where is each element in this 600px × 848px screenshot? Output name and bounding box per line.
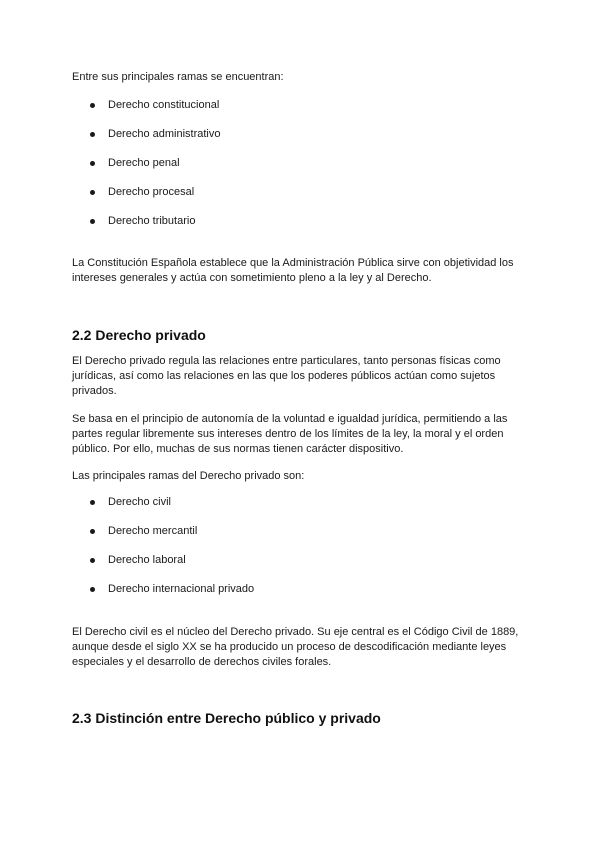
list-item bbox=[72, 98, 532, 113]
public-branches-list bbox=[72, 98, 532, 229]
list-item-label: Derecho penal bbox=[108, 157, 180, 169]
list-item bbox=[72, 156, 532, 171]
bullet-icon bbox=[90, 161, 95, 166]
private-law-paragraph-2: Se basa en el principio de autonomía de la voluntad e igualdad jurídica, permitiendo a las partes regular libremente sus intereses dentro de los límites de la ley, la moral y el orden público. Por ello, muchas de sus normas tienen carácter dispositivo. bbox=[72, 413, 508, 455]
intro-paragraph: Entre sus principales ramas se encuentran: bbox=[72, 71, 284, 83]
list-item-label: Derecho constitucional bbox=[108, 99, 220, 111]
section-2-2-heading: 2.2 Derecho privado bbox=[72, 327, 206, 343]
private-branches-list bbox=[72, 495, 532, 597]
bullet-icon bbox=[90, 500, 95, 505]
list-item-label: Derecho procesal bbox=[108, 186, 195, 198]
bullet-icon bbox=[90, 219, 95, 224]
bullet-icon bbox=[90, 558, 95, 563]
list-item bbox=[72, 524, 532, 539]
list-item bbox=[72, 214, 532, 229]
list-item-label: Derecho mercantil bbox=[108, 525, 198, 537]
list-item-label: Derecho laboral bbox=[108, 554, 186, 566]
private-branches-intro: Las principales ramas del Derecho privado son: bbox=[72, 470, 305, 482]
bullet-icon bbox=[90, 103, 95, 108]
list-item bbox=[72, 553, 532, 568]
list-item bbox=[72, 495, 532, 510]
list-item-label: Derecho internacional privado bbox=[108, 583, 255, 595]
bullet-icon bbox=[90, 587, 95, 592]
section-2-3-heading: 2.3 Distinción entre Derecho público y privado bbox=[72, 710, 381, 726]
list-item-label: Derecho tributario bbox=[108, 215, 196, 227]
civil-law-paragraph: El Derecho civil es el núcleo del Derecho privado. Su eje central es el Código Civil de 1889, aunque desde el siglo XX se ha producido un proceso de descodificación mediante leyes especiales y el desarrollo de derechos civiles forales. bbox=[72, 626, 519, 668]
list-item-label: Derecho civil bbox=[108, 496, 171, 508]
bullet-icon bbox=[90, 529, 95, 534]
bullet-icon bbox=[90, 132, 95, 137]
bullet-icon bbox=[90, 190, 95, 195]
list-item bbox=[72, 582, 532, 597]
list-item-label: Derecho administrativo bbox=[108, 128, 221, 140]
list-item bbox=[72, 127, 532, 142]
private-law-paragraph-1: El Derecho privado regula las relaciones entre particulares, tanto personas físicas como jurídicas, así como las relaciones en las que los poderes públicos actúan como sujetos privados. bbox=[72, 355, 501, 397]
list-item bbox=[72, 185, 532, 200]
constitution-paragraph: La Constitución Española establece que la Administración Pública sirve con objetividad los intereses generales y actúa con sometimiento pleno a la ley y al Derecho. bbox=[72, 257, 514, 284]
